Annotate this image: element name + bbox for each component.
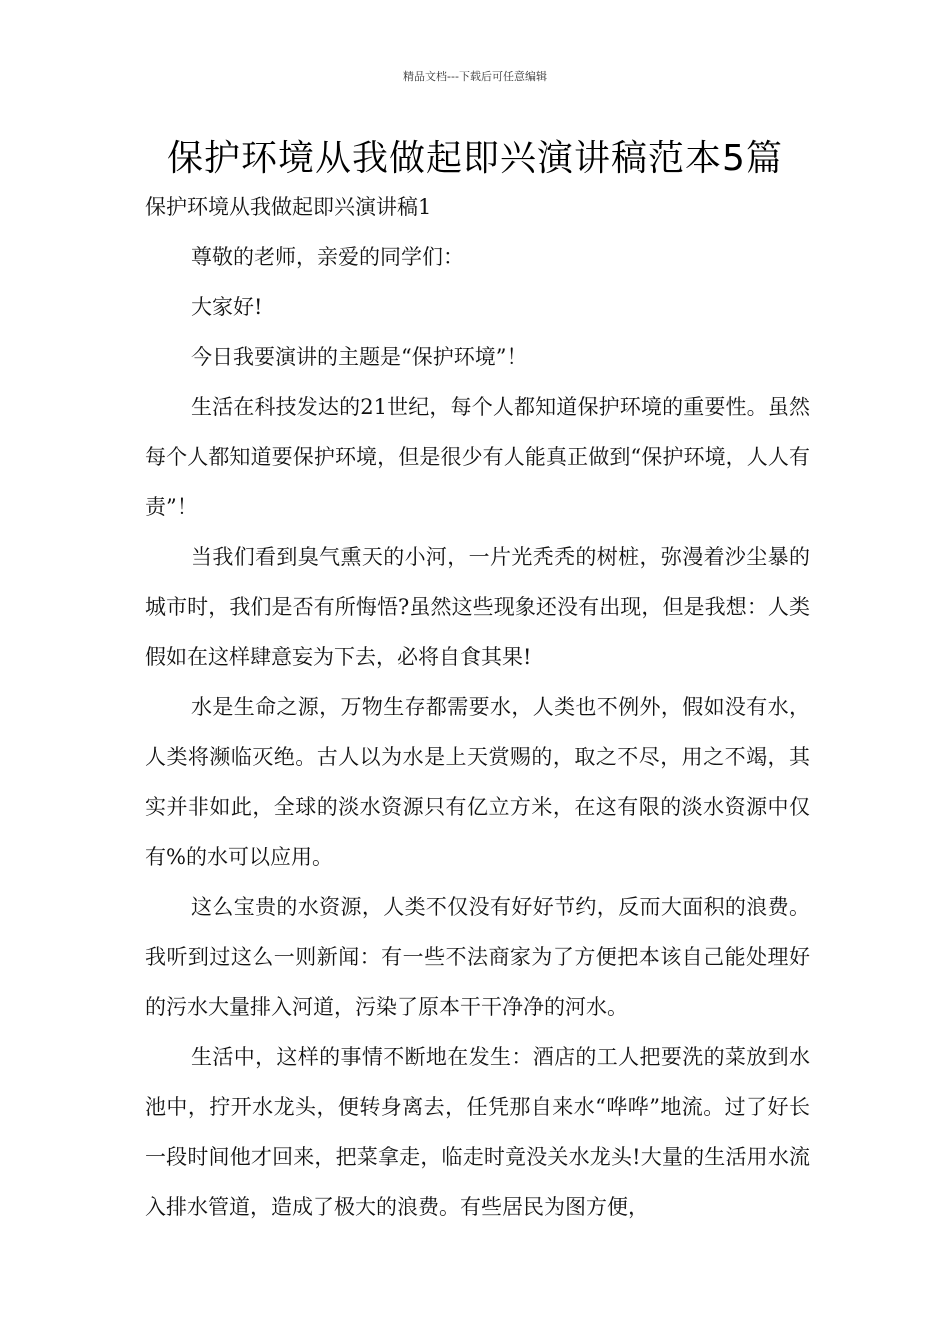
paragraph-importance: 生活在科技发达的21世纪，每个人都知道保护环境的重要性。虽然每个人都知道要保护环境，但是很少有人能真正做到“保护环境，人人有责”！ <box>145 395 810 519</box>
paragraph-greeting: 尊敬的老师，亲爱的同学们： <box>191 245 464 269</box>
paragraph-daily-life: 生活中，这样的事情不断地在发生：酒店的工人把要洗的菜放到水池中，拧开水龙头，便转身离去，任凭那自来水“哗哗”地流。过了好长一段时间他才回来，把菜拿走，临走时竟没关水龙头!大量的生活用水流入排水管道，造成了极大的浪费。有些居民为图方便， <box>145 1045 810 1219</box>
paragraph-topic: 今日我要演讲的主题是“保护环境”！ <box>191 345 528 369</box>
speech-subtitle: 保护环境从我做起即兴演讲稿1 <box>145 195 432 219</box>
paragraph-waste: 这么宝贵的水资源，人类不仅没有好好节约，反而大面积的浪费。我听到过这么一则新闻：有一些不法商家为了方便把本该自己能处理好的污水大量排入河道，污染了原本干干净净的河水。 <box>145 895 810 1019</box>
paragraph-consequence: 当我们看到臭气熏天的小河，一片光秃秃的树桩，弥漫着沙尘暴的城市时，我们是否有所悔悟?虽然这些现象还没有出现，但是我想：人类假如在这样肆意妄为下去，必将自食其果! <box>145 545 810 669</box>
document-body <box>145 182 810 1232</box>
paragraph-water-source: 水是生命之源，万物生存都需要水，人类也不例外，假如没有水，人类将濒临灭绝。古人以为水是上天赏赐的，取之不尽，用之不竭，其实并非如此，全球的淡水资源只有亿立方米，在这有限的淡水资源中仅有%的水可以应用。 <box>145 695 810 869</box>
page-header: 精品文档---下载后可任意编辑 <box>403 70 547 83</box>
paragraph-hello: 大家好! <box>191 295 263 319</box>
document-title: 保护环境从我做起即兴演讲稿范本5篇 <box>167 138 783 179</box>
